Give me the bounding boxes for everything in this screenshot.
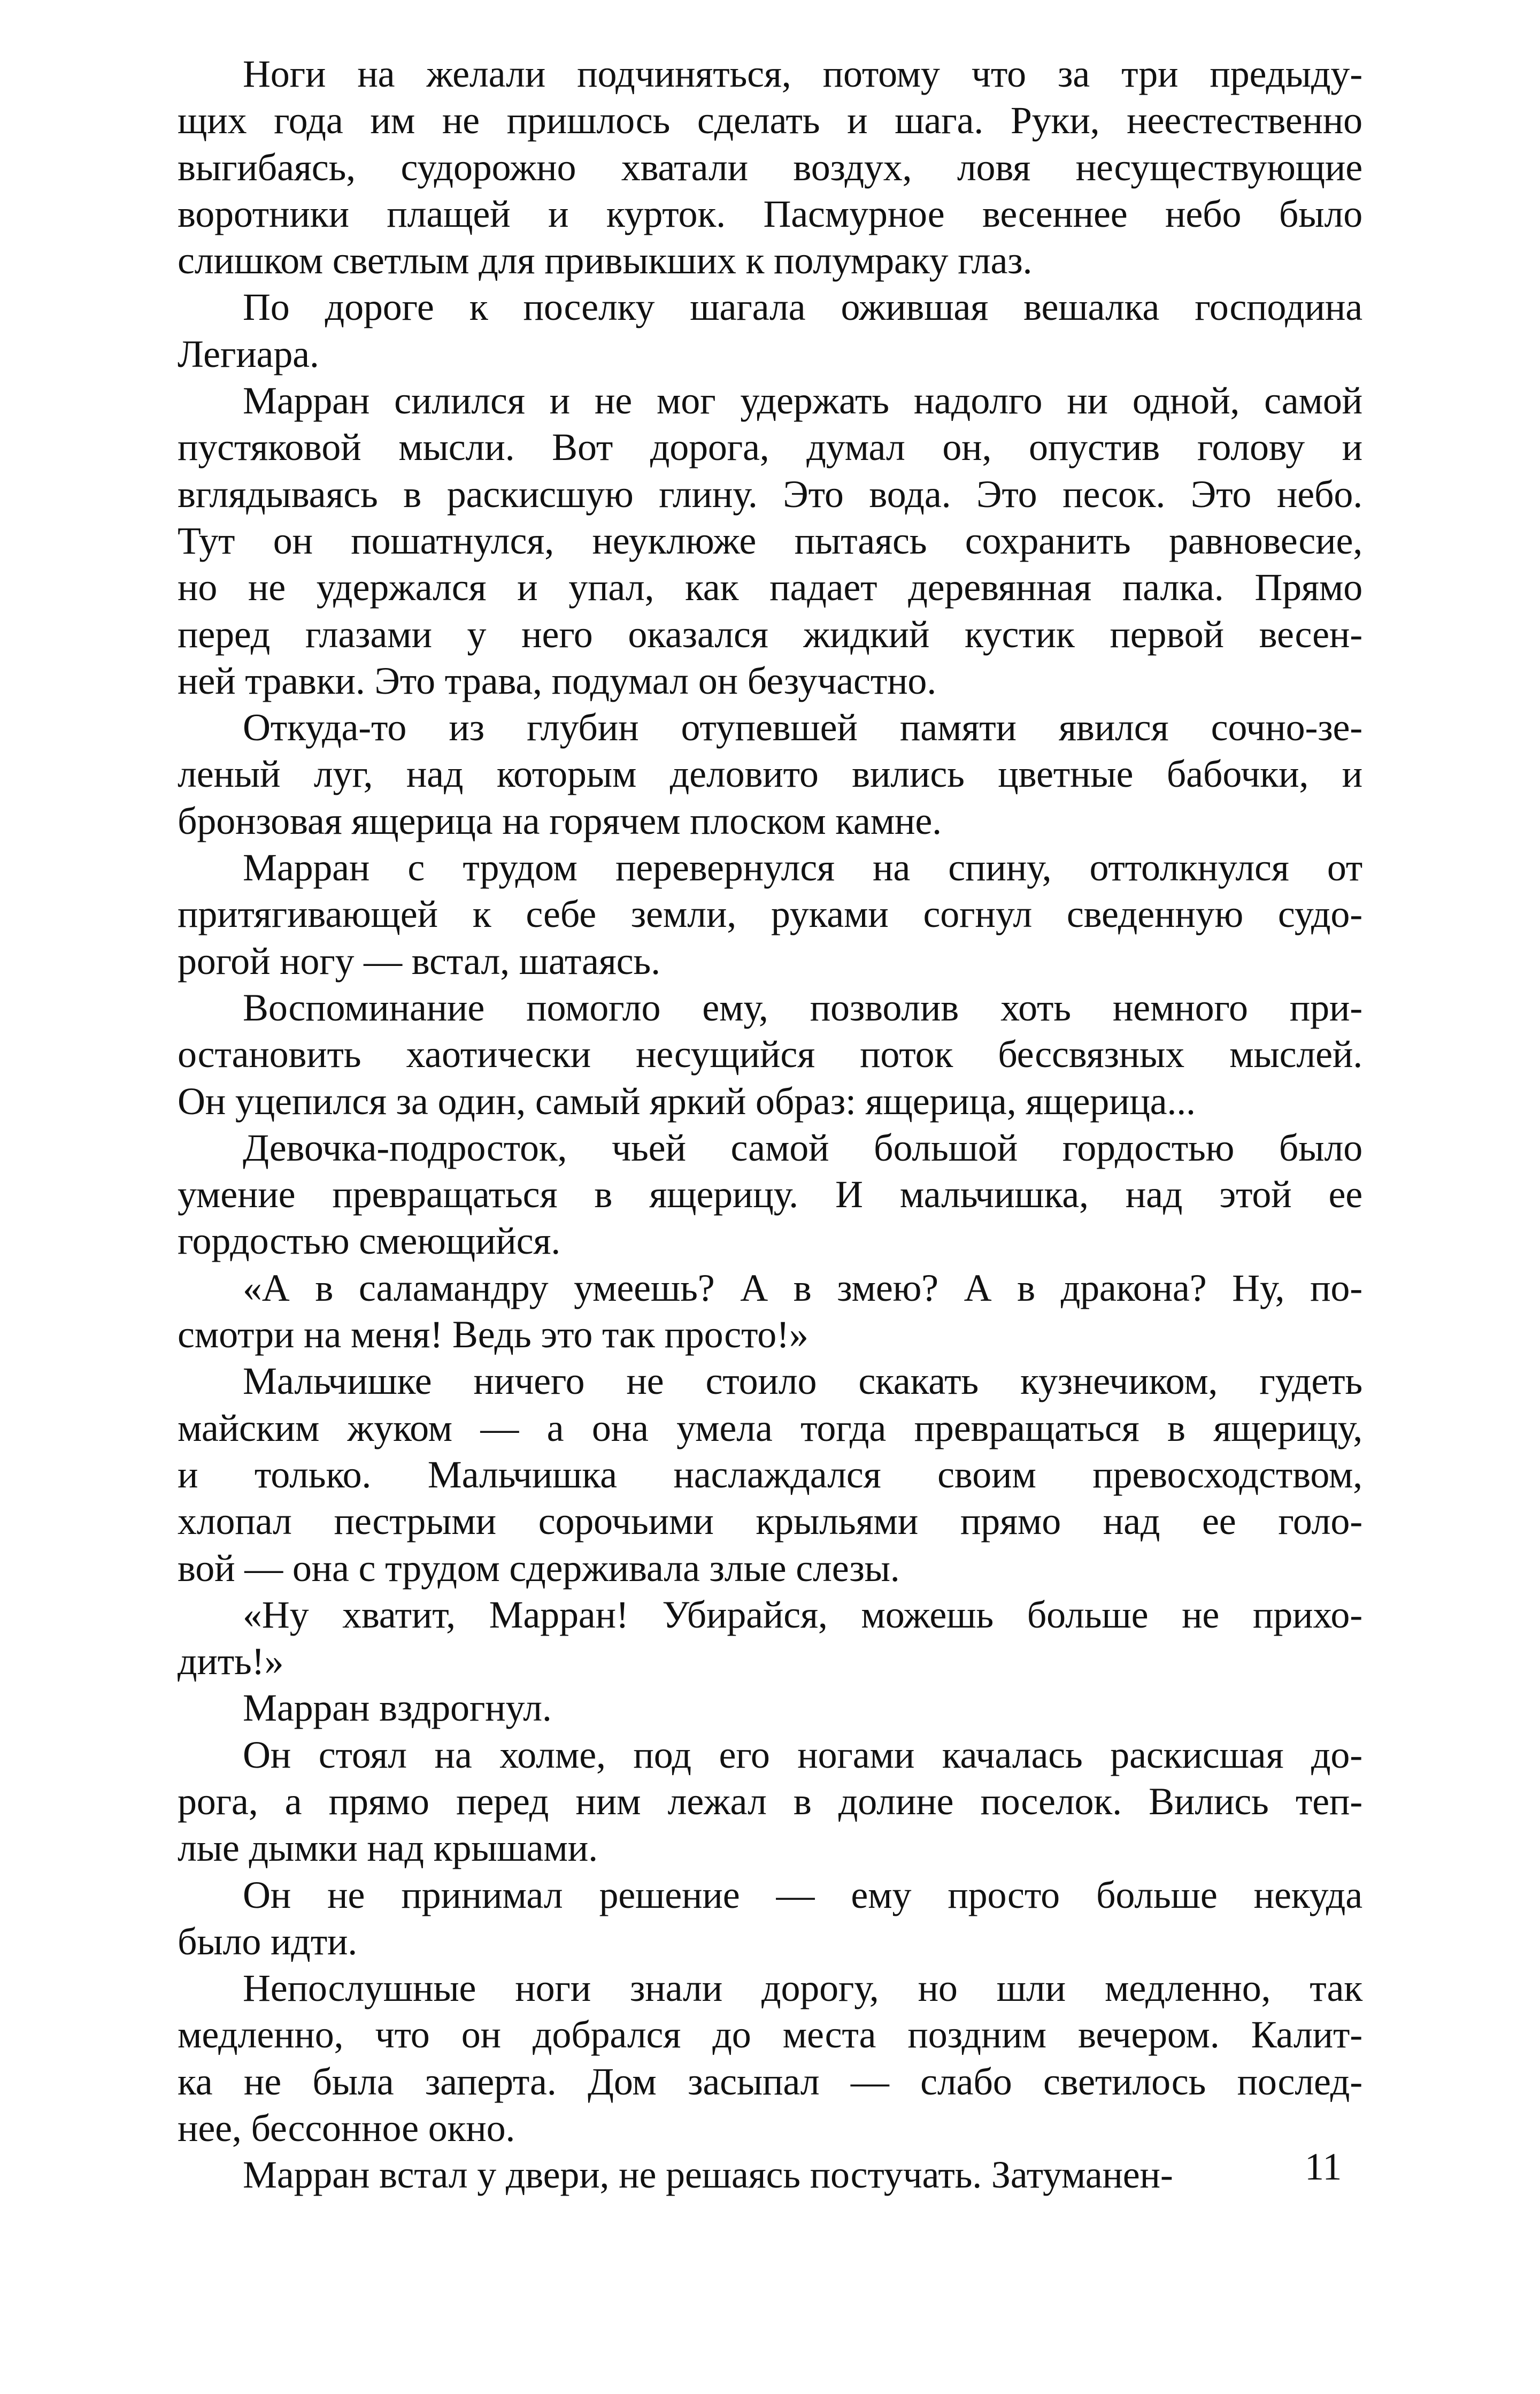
text-line: Мальчишке ничего не стоило скакать кузнечиком, гудеть	[243, 1360, 1362, 1403]
text-line: Марран силился и не мог удержать надолго ни одной, самой	[243, 379, 1362, 423]
paragraph	[178, 1125, 1362, 1265]
text-line: Девочка-подросток, чьей самой большой гордостью было	[243, 1126, 1362, 1169]
text-line: Он стоял на холме, под его ногами качалась раскисшая до-	[243, 1733, 1362, 1776]
text-line: воротники плащей и курток. Пасмурное весеннее небо было	[178, 192, 1362, 235]
paragraph	[178, 845, 1362, 985]
text-line: Марран с трудом перевернулся на спину, оттолкнулся от	[243, 846, 1362, 889]
text-line: щих года им не пришлось сделать и шага. Руки, неестественно	[178, 99, 1362, 142]
paragraph	[178, 1965, 1362, 2152]
text-line: выгибаясь, судорожно хватали воздух, ловя несуществующие	[178, 145, 1362, 189]
text-line: Легиара.	[178, 332, 319, 375]
text-line: Ноги на желали подчиняться, потому что за три предыду-	[243, 52, 1362, 95]
text-line: было идти.	[178, 1920, 358, 1963]
text-line: слишком светлым для привыкших к полумраку глаз.	[178, 239, 1033, 282]
text-line: Непослушные ноги знали дорогу, но шли медленно, так	[243, 1967, 1362, 2010]
paragraph	[178, 284, 1362, 378]
paragraph	[178, 704, 1362, 845]
text-line: и только. Мальчишка наслаждался своим превосходством,	[178, 1453, 1362, 1496]
paragraph	[178, 1685, 1362, 1731]
paragraph	[178, 51, 1362, 284]
text-line: но не удержался и упал, как падает деревянная палка. Прямо	[178, 566, 1362, 609]
text-line: Тут он пошатнулся, неуклюже пытаясь сохранить равновесие,	[178, 519, 1362, 562]
text-line: лые дымки над крышами.	[178, 1827, 598, 1870]
paragraph	[178, 1732, 1362, 1872]
text-line: перед глазами у него оказался жидкий кустик первой весен-	[178, 612, 1362, 656]
text-line: притягивающей к себе земли, руками согнул сведенную судо-	[178, 893, 1362, 936]
text-line: умение превращаться в ящерицу. И мальчишка, над этой ее	[178, 1173, 1362, 1216]
text-line: хлопал пестрыми сорочьими крыльями прямо над ее голо-	[178, 1500, 1362, 1543]
text-line: медленно, что он добрался до места поздним вечером. Калит-	[178, 2013, 1362, 2057]
page-number: 11	[1305, 2145, 1342, 2188]
text-line: бронзовая ящерица на горячем плоском камне.	[178, 799, 942, 842]
text-line: остановить хаотически несущийся поток бессвязных мыслей.	[178, 1033, 1362, 1076]
paragraph	[178, 2152, 1362, 2198]
text-line: «Ну хватит, Марран! Убирайся, можешь больше не прихо-	[243, 1593, 1362, 1636]
text-line: нее, бессонное окно.	[178, 2107, 515, 2150]
paragraph	[178, 1358, 1362, 1591]
text-line: Он не принимал решение — ему просто больше некуда	[243, 1873, 1362, 1916]
text-line: смотри на меня! Ведь это так просто!»	[178, 1313, 808, 1356]
text-line: гордостью смеющийся.	[178, 1219, 561, 1263]
page-text-block	[178, 51, 1362, 2199]
paragraph	[178, 1265, 1362, 1359]
text-line: майским жуком — а она умела тогда превращаться в ящерицу,	[178, 1406, 1362, 1449]
paragraph	[178, 1592, 1362, 1685]
text-line: дить!»	[178, 1640, 284, 1683]
text-line: Воспоминание помогло ему, позволив хоть немного при-	[243, 986, 1362, 1029]
text-line: леный луг, над которым деловито вились цветные бабочки, и	[178, 753, 1362, 796]
text-line: пустяковой мысли. Вот дорога, думал он, опустив голову и	[178, 426, 1362, 469]
text-line: «А в саламандру умеешь? А в змею? А в дракона? Ну, по-	[243, 1266, 1362, 1309]
text-line: Он уцепился за один, самый яркий образ: ящерица, ящерица...	[178, 1079, 1196, 1123]
text-line: По дороге к поселку шагала ожившая вешалка господина	[243, 286, 1362, 329]
text-line: Откуда-то из глубин отупевшей памяти явился сочно-зе-	[243, 706, 1362, 749]
text-line: вой — она с трудом сдерживала злые слезы.	[178, 1546, 900, 1590]
paragraph	[178, 985, 1362, 1125]
paragraph	[178, 1872, 1362, 1966]
text-line: Марран вздрогнул.	[243, 1686, 552, 1730]
text-line: рогой ногу — встал, шатаясь.	[178, 939, 660, 983]
text-line: вглядываясь в раскисшую глину. Это вода. Это песок. Это небо.	[178, 472, 1362, 516]
text-line: ней травки. Это трава, подумал он безучастно.	[178, 659, 937, 702]
text-line: Марран встал у двери, не решаясь постучать. Затуманен-	[243, 2153, 1173, 2197]
text-line: рога, а прямо перед ним лежал в долине поселок. Вились теп-	[178, 1779, 1362, 1823]
text-line: ка не была заперта. Дом засыпал — слабо светилось послед-	[178, 2060, 1362, 2103]
paragraph	[178, 378, 1362, 704]
